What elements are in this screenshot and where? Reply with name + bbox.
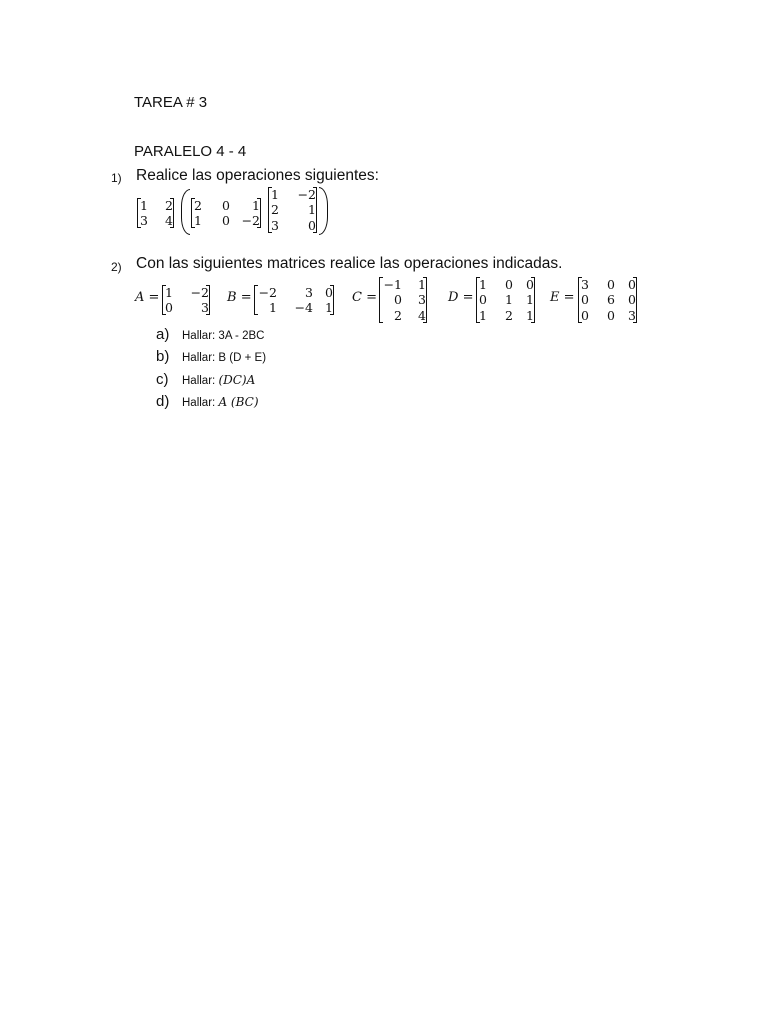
matrix-cell: 0 xyxy=(607,277,615,292)
subitem-a xyxy=(156,326,264,344)
subitem-letter: c) xyxy=(156,371,169,388)
matrix-cell: 0 xyxy=(325,285,333,300)
matrix-cell: 1 xyxy=(505,292,513,308)
subitem-math: A (BC) xyxy=(218,395,259,409)
matrix-cell: 3 xyxy=(201,300,209,315)
matrix-cell: 0 xyxy=(628,292,636,308)
matrix-cell: 0 xyxy=(526,277,534,292)
matrix-cell: 1 xyxy=(140,198,148,213)
matrix-b xyxy=(254,285,334,315)
matrix-cell: 3 xyxy=(271,217,279,233)
matrix-cell: 2 xyxy=(194,198,202,213)
matrix-cell: 1 xyxy=(479,277,487,292)
q1-matrix-2 xyxy=(191,198,261,228)
matrix-cell: 4 xyxy=(418,307,426,323)
subitem-label: Hallar: 3A - 2BC xyxy=(182,330,265,342)
matrix-cell: 2 xyxy=(394,307,402,323)
matrix-cell: 2 xyxy=(505,307,513,323)
matrix-cell: 1 xyxy=(165,285,173,300)
matrix-a xyxy=(162,285,210,315)
subitem-label: Hallar: xyxy=(182,397,219,409)
matrix-cell: 0 xyxy=(222,198,230,213)
matrix-cell: 1 xyxy=(252,198,260,213)
matrix-cell: 0 xyxy=(308,217,316,233)
matrix-cell: 1 xyxy=(526,292,534,308)
right-parenthesis xyxy=(319,187,328,235)
subitem-label: Hallar: xyxy=(182,375,219,387)
subitem-letter: a) xyxy=(156,326,170,343)
matrix-cell: 0 xyxy=(607,307,615,323)
matrix-cell: 0 xyxy=(505,277,513,292)
matrix-cell: 1 xyxy=(418,277,426,292)
equals-sign: = xyxy=(366,290,377,305)
matrix-cell: 3 xyxy=(140,213,148,228)
matrix-cell: −2 xyxy=(297,187,316,202)
section-title: PARALELO 4 - 4 xyxy=(134,143,247,160)
question-2-number: 2) xyxy=(111,260,122,274)
q1-matrix-3 xyxy=(268,187,317,233)
matrix-d-name: D xyxy=(448,290,459,305)
matrix-cell: 0 xyxy=(222,213,230,228)
matrix-cell: 1 xyxy=(194,213,202,228)
question-1-number: 1) xyxy=(111,171,122,185)
matrix-c xyxy=(379,277,427,323)
matrix-cell: 2 xyxy=(271,202,279,218)
matrix-d-label xyxy=(448,290,473,305)
equals-sign: = xyxy=(563,290,575,305)
matrix-c-name: C xyxy=(352,290,362,305)
matrix-c-label xyxy=(352,290,377,305)
matrix-cell: 0 xyxy=(581,307,589,323)
matrix-a-label xyxy=(135,290,159,305)
matrix-cell: 3 xyxy=(628,307,636,323)
matrix-cell: 1 xyxy=(325,300,333,315)
matrix-cell: 1 xyxy=(269,300,277,315)
matrix-cell: −2 xyxy=(190,285,209,300)
subitem-math: (DC)A xyxy=(218,373,256,387)
matrix-cell: 1 xyxy=(479,307,487,323)
matrix-cell: 0 xyxy=(479,292,487,308)
subitem-b xyxy=(156,348,266,366)
matrix-a-name: A xyxy=(135,290,145,305)
left-parenthesis xyxy=(181,189,190,235)
matrix-cell: 0 xyxy=(628,277,636,292)
equals-sign: = xyxy=(462,290,474,305)
matrix-cell: 0 xyxy=(394,292,402,308)
matrix-cell: 0 xyxy=(165,300,173,315)
matrix-cell: 1 xyxy=(526,307,534,323)
matrix-cell: 1 xyxy=(308,202,316,218)
subitem-c xyxy=(156,371,255,389)
question-2-text: Con las siguientes matrices realice las operaciones indicadas. xyxy=(136,255,563,272)
question-1-text: Realice las operaciones siguientes: xyxy=(136,167,379,184)
matrix-cell: −4 xyxy=(294,300,313,315)
matrix-cell: 1 xyxy=(271,187,279,202)
matrix-d xyxy=(476,277,535,323)
matrix-cell: 2 xyxy=(165,198,173,213)
subitem-letter: d) xyxy=(156,393,170,410)
matrix-cell: 3 xyxy=(305,285,313,300)
matrix-cell: 4 xyxy=(165,213,173,228)
matrix-cell: 6 xyxy=(607,292,615,308)
subitem-d xyxy=(156,393,259,411)
matrix-cell: −1 xyxy=(383,277,402,292)
matrix-cell: 3 xyxy=(581,277,589,292)
matrix-cell: 0 xyxy=(581,292,589,308)
matrix-e-label xyxy=(550,290,575,305)
matrix-cell: 3 xyxy=(418,292,426,308)
equals-sign: = xyxy=(240,290,252,305)
matrix-e-name: E xyxy=(550,290,560,305)
matrix-b-name: B xyxy=(227,290,237,305)
q1-matrix-1 xyxy=(137,198,174,228)
document-title: TAREA # 3 xyxy=(134,94,208,111)
subitem-letter: b) xyxy=(156,348,170,365)
equals-sign: = xyxy=(148,290,160,305)
matrix-cell: −2 xyxy=(258,285,277,300)
matrix-cell: −2 xyxy=(241,213,260,228)
subitem-label: Hallar: B (D + E) xyxy=(182,352,267,364)
matrix-b-label xyxy=(227,290,252,305)
matrix-e xyxy=(578,277,637,323)
